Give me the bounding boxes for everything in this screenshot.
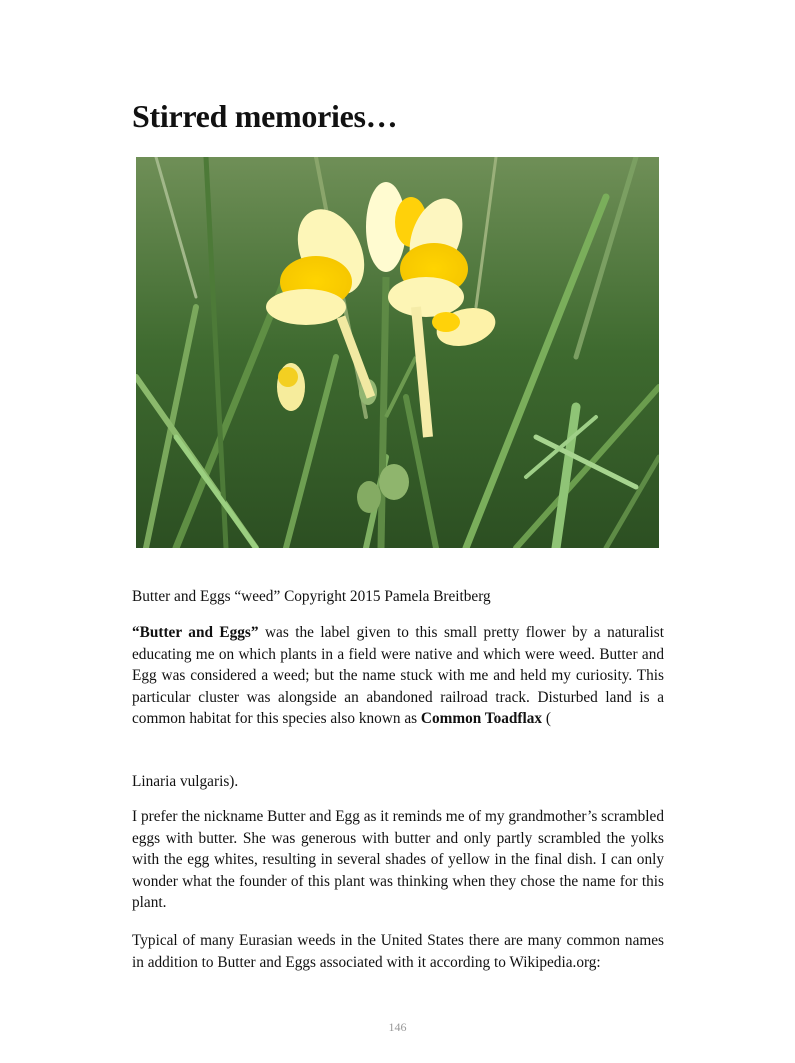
paragraph-intro <box>132 622 664 730</box>
figure-caption: Butter and Eggs “weed” Copyright 2015 Pamela Breitberg <box>132 588 491 605</box>
paragraph-scientific-name: Linaria vulgaris). <box>132 773 239 790</box>
page-number: 146 <box>388 1020 407 1034</box>
butter-and-eggs-flower-photo <box>136 157 659 548</box>
bold-common-name: Common Toadflax <box>420 710 543 727</box>
paragraph-intro-end: ( <box>542 710 551 727</box>
paragraph-nickname: I prefer the nickname Butter and Egg as it reminds me of my grandmother’s scrambled eggs with butter. She was generous with butter and only partly scrambled the yolks with the egg whites, resulting in several shades of yellow in the final dish. I can only wonder what the founder of this plant was thinking when they chose the name for this plant. <box>132 808 664 911</box>
page-title: Stirred memories… <box>132 98 398 134</box>
bold-lead-term: “Butter and Eggs” <box>132 624 259 641</box>
paragraph-common-names: Typical of many Eurasian weeds in the United States there are many common names in addition to Butter and Eggs associated with it according to Wikipedia.org: <box>132 932 664 971</box>
paragraph-intro-text: was the label given to this small pretty flower by a naturalist educating me on which plants in a field were native and which were weed. Butter and Egg was considered a weed; but the name stuck with me and held my curiosity. This particular cluster was alongside an abandoned railroad track. Disturbed land is a common habitat for this species also known as <box>132 624 664 727</box>
